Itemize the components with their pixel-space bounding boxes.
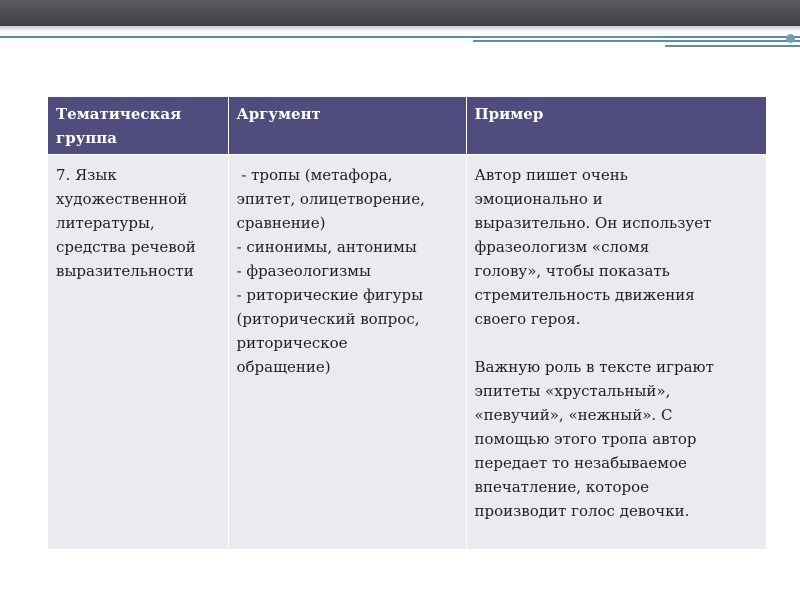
cell-text: литературы, xyxy=(56,214,155,232)
cell-example xyxy=(466,155,766,550)
cell-text: Автор пишет очень xyxy=(474,166,628,184)
cell-text: выразительности xyxy=(56,262,194,280)
table-header-row xyxy=(48,97,766,155)
cell-text: - тропы (метафора, xyxy=(236,166,393,184)
cell-text: эмоционально и xyxy=(474,190,603,208)
cell-text: - синонимы, антонимы xyxy=(236,238,417,256)
top-decorative-bar xyxy=(0,0,800,26)
cell-text: сравнение) xyxy=(236,214,326,232)
cell-text: (риторический вопрос, xyxy=(236,310,420,328)
header-argument xyxy=(228,97,466,155)
cell-text: помощью этого тропа автор xyxy=(474,430,697,448)
top-bar-shadow xyxy=(0,26,800,32)
cell-text: эпитеты «хрустальный», xyxy=(474,382,671,400)
cell-text: передает то незабываемое xyxy=(474,454,687,472)
cell-text: обращение) xyxy=(236,358,331,376)
accent-line xyxy=(665,45,800,47)
cell-text: эпитет, олицетворение, xyxy=(236,190,425,208)
header-text: Аргумент xyxy=(236,105,321,123)
cell-text: своего героя. xyxy=(474,310,581,328)
cell-text: фразеологизм «сломя xyxy=(474,238,650,256)
table-row xyxy=(48,155,766,550)
accent-line xyxy=(473,40,800,42)
cell-text: средства речевой xyxy=(56,238,196,256)
cell-text: стремительность движения xyxy=(474,286,695,304)
cell-text: - фразеологизмы xyxy=(236,262,371,280)
cell-text: риторическое xyxy=(236,334,348,352)
cell-text: художественной xyxy=(56,190,188,208)
example-paragraph-2 xyxy=(475,355,759,523)
cell-text: голову», чтобы показать xyxy=(474,262,670,280)
example-paragraph-1 xyxy=(475,163,759,331)
header-text: Пример xyxy=(474,105,544,123)
cell-thematic-group xyxy=(48,155,228,550)
cell-text: 7. Язык xyxy=(56,166,117,184)
cell-text: «певучий», «нежный». С xyxy=(474,406,673,424)
themes-table xyxy=(48,97,766,549)
header-example xyxy=(466,97,766,155)
cell-text: - риторические фигуры xyxy=(236,286,424,304)
cell-text: производит голос девочки. xyxy=(474,502,690,520)
cell-text: впечатление, которое xyxy=(474,478,650,496)
accent-dot-icon xyxy=(786,34,795,43)
header-text: группа xyxy=(56,129,117,147)
header-text: Тематическая xyxy=(56,105,182,123)
cell-text: выразительно. Он использует xyxy=(474,214,712,232)
cell-text: Важную роль в тексте играют xyxy=(474,358,714,376)
header-thematic-group xyxy=(48,97,228,155)
accent-line xyxy=(0,36,800,38)
cell-argument xyxy=(228,155,466,550)
